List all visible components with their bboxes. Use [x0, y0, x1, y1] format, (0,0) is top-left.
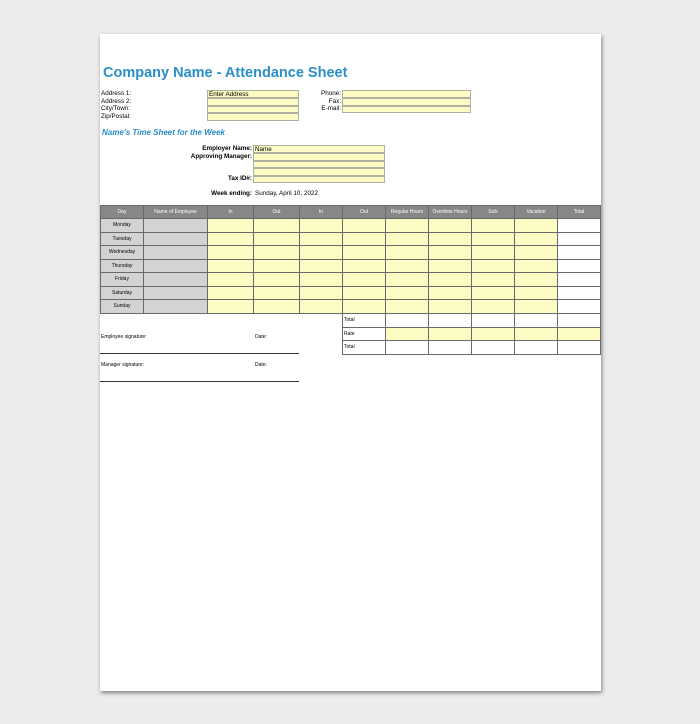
employee-cell[interactable]: [144, 246, 208, 260]
hours-cell[interactable]: [515, 273, 558, 287]
total-cell: [558, 300, 601, 314]
employer-name-field[interactable]: Name: [253, 145, 385, 153]
header-in-2: In: [300, 206, 343, 219]
employee-date-label: Date:: [255, 334, 267, 340]
table-row: [101, 286, 601, 300]
manager-date-label: Date:: [255, 362, 267, 368]
rate-label: Rate: [343, 327, 386, 341]
employee-cell[interactable]: [144, 219, 208, 233]
zip-field[interactable]: [207, 113, 299, 121]
total-cell: [558, 232, 601, 246]
week-ending-value: Sunday, April 10, 2022: [255, 190, 318, 197]
time-cell[interactable]: [343, 273, 386, 287]
zip-label: Zip/Postal:: [101, 112, 131, 120]
time-cell[interactable]: [300, 246, 343, 260]
employee-cell[interactable]: [144, 273, 208, 287]
total-value-cell: [472, 314, 515, 328]
hours-cell[interactable]: [429, 246, 472, 260]
email-label: E-mail:: [321, 105, 341, 112]
manager-signature-line[interactable]: [100, 381, 299, 382]
total-cell: [558, 246, 601, 260]
rate-input-cell[interactable]: [429, 327, 472, 341]
city-field[interactable]: [207, 106, 299, 114]
time-cell[interactable]: [343, 246, 386, 260]
hours-cell[interactable]: [515, 219, 558, 233]
header-out-1: Out: [254, 206, 300, 219]
header-out-2: Out: [343, 206, 386, 219]
hours-cell[interactable]: [515, 259, 558, 273]
time-cell[interactable]: [208, 232, 254, 246]
time-cell[interactable]: [300, 300, 343, 314]
employee-cell[interactable]: [144, 300, 208, 314]
hours-cell[interactable]: [515, 246, 558, 260]
document-page: [100, 34, 601, 691]
time-cell[interactable]: [343, 300, 386, 314]
time-cell[interactable]: [343, 259, 386, 273]
total-value-cell: [386, 314, 429, 328]
grand-total-cell: [429, 341, 472, 355]
address2-label: Address 2:: [101, 97, 132, 105]
total-label: Total: [343, 314, 386, 328]
address1-label: Address 1:: [101, 90, 132, 97]
hours-cell[interactable]: [386, 286, 429, 300]
time-cell[interactable]: [300, 232, 343, 246]
hours-cell[interactable]: [429, 273, 472, 287]
hours-cell[interactable]: [429, 259, 472, 273]
header-overtime-hours: Overtime Hours: [429, 206, 472, 219]
total-cell: [558, 219, 601, 233]
hours-cell[interactable]: [515, 232, 558, 246]
email-field[interactable]: [342, 106, 471, 114]
time-cell[interactable]: [254, 246, 300, 260]
header-vacation: Vacation: [515, 206, 558, 219]
approving-manager-field[interactable]: [253, 153, 385, 161]
time-cell[interactable]: [208, 219, 254, 233]
time-cell[interactable]: [254, 300, 300, 314]
header-day: Day: [101, 206, 144, 219]
hours-cell[interactable]: [472, 286, 515, 300]
time-cell[interactable]: [208, 259, 254, 273]
hours-cell[interactable]: [386, 219, 429, 233]
table-row: [101, 219, 601, 233]
day-cell: Friday: [101, 273, 144, 287]
day-cell: Wednesday: [101, 246, 144, 260]
table-row: [101, 246, 601, 260]
tax-id-field[interactable]: [253, 176, 385, 184]
hours-cell[interactable]: [472, 259, 515, 273]
header-regular-hours: Regular Hours: [386, 206, 429, 219]
hours-cell[interactable]: [429, 300, 472, 314]
grand-total-label: Total: [343, 341, 386, 355]
hours-cell[interactable]: [386, 273, 429, 287]
time-cell[interactable]: [254, 259, 300, 273]
totals-row: [343, 314, 601, 328]
hours-cell[interactable]: [515, 300, 558, 314]
hours-cell[interactable]: [429, 232, 472, 246]
employee-signature-line[interactable]: [100, 353, 299, 354]
grand-total-cell: [558, 341, 601, 355]
hours-cell[interactable]: [386, 232, 429, 246]
employer-extra-field-1[interactable]: [253, 161, 385, 169]
employer-extra-field-2[interactable]: [253, 168, 385, 176]
total-cell: [558, 259, 601, 273]
grand-total-row: [343, 341, 601, 355]
time-cell[interactable]: [343, 286, 386, 300]
grand-total-cell: [515, 341, 558, 355]
phone-label: Phone:: [321, 90, 341, 97]
employee-cell[interactable]: [144, 259, 208, 273]
rate-row: [343, 327, 601, 341]
tax-id-label: Tax ID#:: [227, 175, 252, 182]
total-value-cell: [429, 314, 472, 328]
fax-label: Fax:: [328, 97, 341, 105]
total-cell: [558, 273, 601, 287]
timesheet-subtitle: Name's Time Sheet for the Week: [102, 128, 225, 137]
time-cell[interactable]: [300, 286, 343, 300]
day-cell: Tuesday: [101, 232, 144, 246]
header-total: Total: [558, 206, 601, 219]
day-cell: Saturday: [101, 286, 144, 300]
day-cell: Thursday: [101, 259, 144, 273]
total-value-cell: [558, 314, 601, 328]
fax-field[interactable]: [342, 98, 471, 106]
hours-cell[interactable]: [472, 300, 515, 314]
header-in-1: In: [208, 206, 254, 219]
day-cell: Monday: [101, 219, 144, 233]
grand-total-cell: [386, 341, 429, 355]
header-sick: Sick: [472, 206, 515, 219]
phone-field[interactable]: [342, 90, 471, 98]
employee-signature-label: Employee signature:: [101, 334, 147, 340]
address1-field[interactable]: Enter Address: [207, 90, 299, 98]
totals-table: [342, 313, 601, 355]
hours-cell[interactable]: [429, 286, 472, 300]
rate-input-cell[interactable]: [386, 327, 429, 341]
hours-cell[interactable]: [515, 286, 558, 300]
table-row: [101, 232, 601, 246]
rate-input-cell[interactable]: [515, 327, 558, 341]
time-cell[interactable]: [254, 286, 300, 300]
grand-total-cell: [472, 341, 515, 355]
employee-cell[interactable]: [144, 286, 208, 300]
employee-cell[interactable]: [144, 232, 208, 246]
rate-input-cell[interactable]: [558, 327, 601, 341]
time-cell[interactable]: [208, 246, 254, 260]
hours-cell[interactable]: [472, 273, 515, 287]
hours-cell[interactable]: [472, 246, 515, 260]
address2-field[interactable]: [207, 98, 299, 106]
city-label: City/Town:: [101, 105, 131, 112]
time-cell[interactable]: [254, 273, 300, 287]
time-cell[interactable]: [208, 273, 254, 287]
time-cell[interactable]: [300, 219, 343, 233]
hours-cell[interactable]: [472, 219, 515, 233]
table-row: [101, 300, 601, 314]
time-cell[interactable]: [343, 232, 386, 246]
time-cell[interactable]: [300, 273, 343, 287]
hours-cell[interactable]: [429, 219, 472, 233]
hours-cell[interactable]: [386, 246, 429, 260]
total-value-cell: [515, 314, 558, 328]
time-cell[interactable]: [300, 259, 343, 273]
header-employee: Name of Employee: [144, 206, 208, 219]
week-ending-label: Week ending:: [211, 190, 252, 197]
hours-cell[interactable]: [386, 259, 429, 273]
table-row: [101, 273, 601, 287]
table-header-row: [101, 206, 601, 219]
time-cell[interactable]: [254, 232, 300, 246]
page-title: Company Name - Attendance Sheet: [103, 65, 348, 81]
approving-manager-label: Approving Manager:: [190, 152, 252, 160]
timesheet-table: [100, 205, 601, 314]
day-cell: Sunday: [101, 300, 144, 314]
table-row: [101, 259, 601, 273]
employer-name-label: Employer Name:: [202, 145, 252, 152]
total-cell: [558, 286, 601, 300]
time-cell[interactable]: [208, 300, 254, 314]
hours-cell[interactable]: [386, 300, 429, 314]
rate-input-cell[interactable]: [472, 327, 515, 341]
manager-signature-label: Manager signature:: [101, 362, 145, 368]
hours-cell[interactable]: [472, 232, 515, 246]
time-cell[interactable]: [254, 219, 300, 233]
time-cell[interactable]: [343, 219, 386, 233]
time-cell[interactable]: [208, 286, 254, 300]
